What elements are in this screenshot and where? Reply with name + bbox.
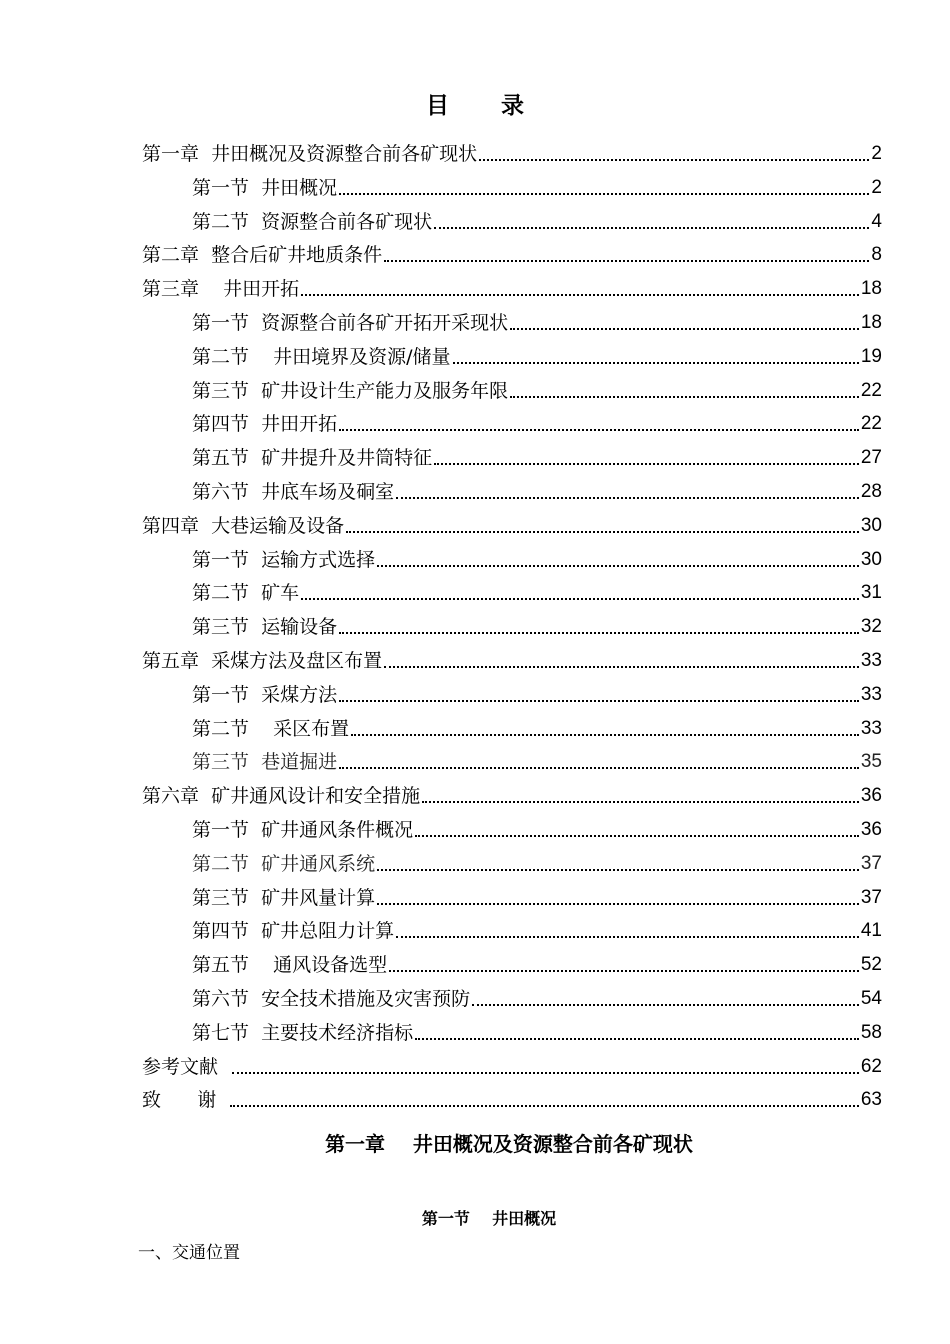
toc-entry-label: 第四章 大巷运输及设备	[142, 514, 345, 537]
section-heading: 第一节 井田概况	[421, 1209, 557, 1228]
toc-entry-page-number: 54	[860, 988, 882, 1009]
toc-entry-page-number: 36	[860, 819, 882, 840]
toc-entry-page-number: 4	[871, 210, 882, 232]
toc-entry-label: 第二节 采区布置	[192, 717, 350, 740]
toc-entry-page-number: 58	[860, 1021, 882, 1043]
toc-entry[interactable]	[142, 639, 882, 673]
toc-entry-page-number: 30	[860, 548, 882, 570]
toc-entry[interactable]	[142, 132, 882, 166]
toc-entry[interactable]	[192, 707, 882, 741]
toc-entry-page-number: 52	[860, 954, 882, 976]
toc-leader-dots	[415, 834, 859, 837]
toc-entry-page-number: 33	[860, 717, 882, 739]
toc-entry-page-number: 19	[860, 345, 882, 367]
toc-leader-dots	[339, 699, 859, 702]
toc-leader-dots	[301, 597, 859, 600]
toc-leader-dots	[415, 1037, 859, 1040]
toc-entry[interactable]	[192, 470, 882, 504]
toc-entry-label: 第二章 整合后矿井地质条件	[142, 244, 383, 267]
toc-entry-page-number: 8	[871, 244, 882, 266]
toc-leader-dots	[510, 327, 859, 330]
toc-entry[interactable]	[192, 335, 882, 369]
toc-entry-page-number: 28	[860, 481, 882, 502]
toc-title: 目 录	[425, 93, 546, 119]
toc-entry-label: 第四节 矿井总阻力计算	[192, 920, 395, 943]
toc-entry-label: 第二节 矿车	[192, 582, 300, 605]
toc-leader-dots	[377, 564, 859, 567]
toc-entry-label: 第五节 矿井提升及井筒特征	[192, 447, 433, 470]
toc-entry[interactable]	[192, 673, 882, 707]
toc-entry-page-number: 22	[860, 379, 882, 401]
toc-leader-dots	[339, 428, 859, 431]
toc-leader-dots	[472, 1003, 859, 1006]
toc-entry[interactable]	[192, 977, 882, 1011]
toc-entry-label: 参考文献	[142, 1055, 231, 1078]
toc-entry-page-number: 18	[860, 278, 882, 300]
toc-entry-page-number: 2	[871, 143, 882, 164]
toc-entry-label: 第四节 井田开拓	[192, 413, 338, 436]
toc-entry-page-number: 62	[860, 1055, 882, 1077]
toc-entry-page-number: 37	[860, 886, 882, 908]
toc-leader-dots	[396, 496, 859, 499]
toc-leader-dots	[339, 766, 859, 769]
toc-leader-dots	[339, 192, 869, 195]
toc-entry-label: 第三节 矿井风量计算	[192, 886, 376, 909]
toc-leader-dots	[434, 226, 869, 229]
toc-entry-page-number: 31	[860, 582, 882, 604]
toc-entry-label: 第三章 井田开拓	[142, 278, 300, 301]
toc-entry[interactable]	[142, 774, 882, 808]
toc-entry[interactable]	[192, 943, 882, 977]
toc-entry[interactable]	[192, 571, 882, 605]
toc-entry-label: 第六章 矿井通风设计和安全措施	[142, 785, 421, 808]
toc-leader-dots	[232, 1071, 859, 1074]
toc-leader-dots	[434, 462, 859, 465]
toc-entry[interactable]	[192, 909, 882, 943]
toc-entry-page-number: 36	[860, 785, 882, 807]
toc-entry[interactable]	[192, 538, 882, 572]
toc-entry-label: 第三节 巷道掘进	[192, 751, 338, 774]
toc-leader-dots	[377, 902, 859, 905]
toc-entry-page-number: 33	[860, 683, 882, 705]
toc-entry-label: 第五节 通风设备选型	[192, 954, 388, 977]
toc-entry[interactable]	[192, 876, 882, 910]
toc-leader-dots	[384, 259, 869, 262]
toc-entry[interactable]	[192, 808, 882, 842]
toc-entry[interactable]	[192, 402, 882, 436]
toc-entry-label: 第三节 矿井设计生产能力及服务年限	[192, 379, 509, 402]
toc-entry[interactable]	[142, 267, 882, 301]
toc-entry[interactable]	[192, 436, 882, 470]
toc-leader-dots	[384, 665, 859, 668]
toc-entry[interactable]	[192, 301, 882, 335]
toc-entry-label: 第一节 井田概况	[192, 176, 338, 199]
toc-entry-label: 第一节 矿井通风条件概况	[192, 819, 414, 841]
toc-leader-dots	[230, 1104, 859, 1107]
toc-leader-dots	[339, 631, 859, 634]
toc-entry-label: 第一节 采煤方法	[192, 683, 338, 706]
toc-entry-page-number: 63	[860, 1089, 882, 1111]
toc-entry[interactable]	[142, 504, 882, 538]
toc-entry-label: 第五章 采煤方法及盘区布置	[142, 650, 383, 672]
toc-leader-dots	[479, 158, 869, 161]
toc-entry-label: 第一节 运输方式选择	[192, 548, 376, 571]
toc-entry-label: 第一节 资源整合前各矿开拓开采现状	[192, 312, 509, 334]
toc-leader-dots	[510, 395, 859, 398]
toc-entry-label: 第二节 井田境界及资源/储量	[192, 345, 451, 368]
toc-entry-page-number: 2	[871, 176, 882, 198]
subsection-heading: 一、交通位置	[138, 1243, 240, 1263]
toc-entry-label: 第二节 资源整合前各矿现状	[192, 210, 433, 233]
toc-entry[interactable]	[142, 1045, 882, 1079]
toc-entry-page-number: 33	[860, 650, 882, 671]
chapter-heading: 第一章 井田概况及资源整合前各矿现状	[325, 1132, 693, 1156]
toc-entry[interactable]	[142, 1078, 882, 1112]
toc-entry[interactable]	[192, 1011, 882, 1045]
toc-leader-dots	[377, 868, 859, 871]
toc-entry-page-number: 18	[860, 312, 882, 333]
toc-leader-dots	[351, 733, 859, 736]
toc-entry-page-number: 32	[860, 616, 882, 638]
toc-entry-label: 第一章 井田概况及资源整合前各矿现状	[142, 143, 478, 165]
toc-entry-label: 第六节 安全技术措施及灾害预防	[192, 988, 471, 1010]
toc-leader-dots	[453, 361, 859, 364]
toc-entry[interactable]	[192, 605, 882, 639]
toc-leader-dots	[422, 800, 859, 803]
toc-entry[interactable]	[192, 842, 882, 876]
toc-entry-label: 第二节 矿井通风系统	[192, 852, 376, 875]
toc-entry-label: 第六节 井底车场及硐室	[192, 481, 395, 503]
toc-leader-dots	[346, 530, 859, 533]
toc-entry-page-number: 41	[860, 920, 882, 942]
toc-entry-page-number: 27	[860, 447, 882, 469]
toc-entry-page-number: 37	[860, 852, 882, 874]
toc-entry[interactable]	[142, 233, 882, 267]
toc-entry-page-number: 22	[860, 413, 882, 435]
toc-entry-label: 致 谢	[142, 1089, 229, 1112]
toc-entry-page-number: 30	[860, 514, 882, 536]
toc-leader-dots	[396, 935, 859, 938]
toc-entry-label: 第七节 主要技术经济指标	[192, 1021, 414, 1044]
toc-entry-label: 第三节 运输设备	[192, 616, 338, 639]
toc-entry[interactable]	[192, 166, 882, 200]
toc-leader-dots	[389, 969, 859, 972]
toc-leader-dots	[301, 293, 859, 296]
toc-entry[interactable]	[192, 200, 882, 234]
toc-entry[interactable]	[192, 369, 882, 403]
toc-entry-page-number: 35	[860, 751, 882, 773]
toc-entry[interactable]	[192, 740, 882, 774]
